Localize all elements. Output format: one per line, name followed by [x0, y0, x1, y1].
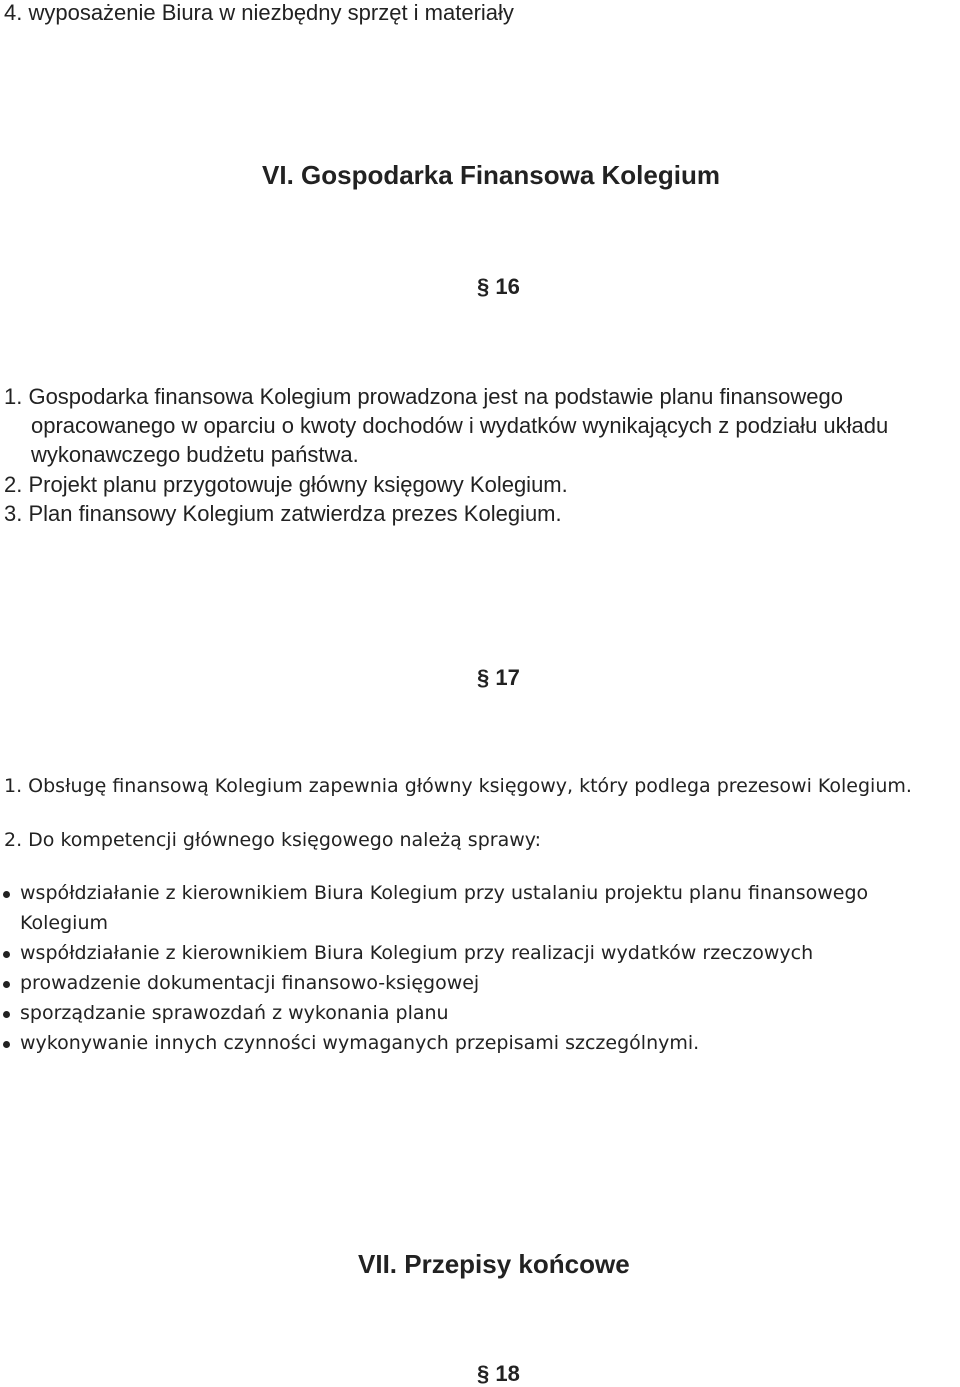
bullet-dot-icon — [3, 1011, 10, 1018]
bullet-dot-icon — [3, 1041, 10, 1048]
paragraph-mark-18: § 18 — [477, 1361, 520, 1386]
bullet-item-3: prowadzenie dokumentacji finansowo-księgowej — [20, 972, 480, 994]
paragraph-mark-16: § 16 — [477, 274, 520, 299]
par16-line-4: 2. Projekt planu przygotowuje główny księgowy Kolegium. — [4, 472, 568, 497]
par17-item-1: 1. Obsługę finansową Kolegium zapewnia główny księgowy, który podlega prezesowi Kolegium. — [4, 775, 912, 797]
bullet-item-1-cont: Kolegium — [20, 912, 108, 934]
bullet-dot-icon — [3, 891, 10, 898]
bullet-item-1: współdziałanie z kierownikiem Biura Kolegium przy ustalaniu projektu planu finansowego — [20, 882, 869, 904]
par16-line-2: opracowanego w oparciu o kwoty dochodów i wydatków wynikających z podziału układu — [31, 413, 889, 438]
paragraph-mark-17: § 17 — [477, 665, 520, 690]
par17-item-2: 2. Do kompetencji głównego księgowego należą sprawy: — [4, 829, 542, 851]
section-heading-vi: VI. Gospodarka Finansowa Kolegium — [262, 160, 720, 190]
section-heading-vii: VII. Przepisy końcowe — [358, 1249, 630, 1279]
bullet-dot-icon — [3, 951, 10, 958]
list-item-4: 4. wyposażenie Biura w niezbędny sprzęt i materiały — [4, 0, 514, 25]
bullet-item-5: wykonywanie innych czynności wymaganych przepisami szczególnymi. — [20, 1032, 700, 1054]
bullet-item-2: współdziałanie z kierownikiem Biura Kolegium przy realizacji wydatków rzeczowych — [20, 942, 814, 964]
par16-line-3: wykonawczego budżetu państwa. — [31, 442, 359, 467]
bullet-item-4: sporządzanie sprawozdań z wykonania planu — [20, 1002, 449, 1024]
bullet-dot-icon — [3, 981, 10, 988]
par16-line-5: 3. Plan finansowy Kolegium zatwierdza prezes Kolegium. — [4, 501, 562, 526]
par16-line-1: 1. Gospodarka finansowa Kolegium prowadzona jest na podstawie planu finansowego — [4, 384, 843, 409]
